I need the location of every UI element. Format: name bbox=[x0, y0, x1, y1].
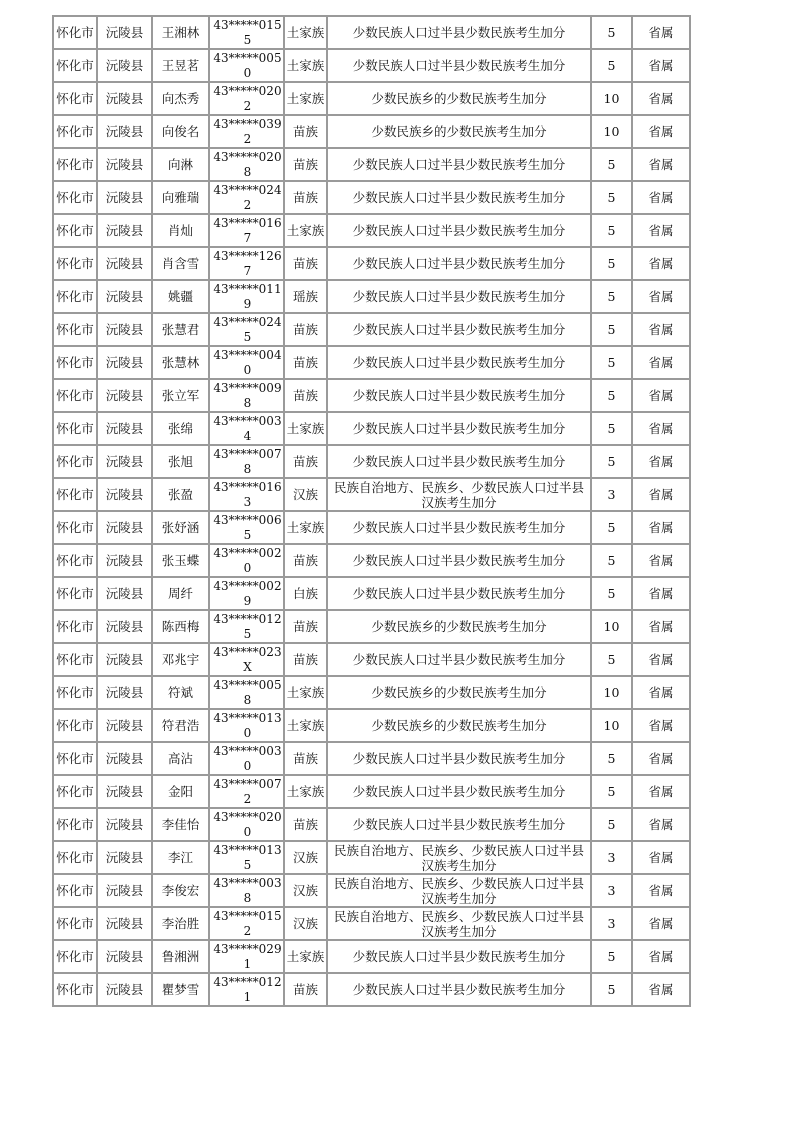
table-row bbox=[53, 643, 690, 676]
id-number-cell: 43*****1267 bbox=[209, 247, 284, 280]
bonus-points-cell: 10 bbox=[591, 610, 632, 643]
bonus-points-cell: 5 bbox=[591, 511, 632, 544]
name-cell: 姚疆 bbox=[152, 280, 209, 313]
county-cell: 沅陵县 bbox=[97, 808, 152, 841]
table-row bbox=[53, 709, 690, 742]
city-cell: 怀化市 bbox=[53, 247, 97, 280]
level-cell: 省属 bbox=[632, 742, 690, 775]
level-cell: 省属 bbox=[632, 148, 690, 181]
county-cell: 沅陵县 bbox=[97, 874, 152, 907]
bonus-policy-cell: 少数民族人口过半县少数民族考生加分 bbox=[327, 346, 591, 379]
level-cell: 省属 bbox=[632, 214, 690, 247]
city-cell: 怀化市 bbox=[53, 676, 97, 709]
id-number-cell: 43*****0029 bbox=[209, 577, 284, 610]
bonus-policy-cell: 少数民族人口过半县少数民族考生加分 bbox=[327, 148, 591, 181]
id-number-cell: 43*****0167 bbox=[209, 214, 284, 247]
level-cell: 省属 bbox=[632, 247, 690, 280]
bonus-points-cell: 5 bbox=[591, 577, 632, 610]
county-cell: 沅陵县 bbox=[97, 346, 152, 379]
ethnicity-cell: 苗族 bbox=[284, 115, 327, 148]
county-cell: 沅陵县 bbox=[97, 280, 152, 313]
name-cell: 陈西梅 bbox=[152, 610, 209, 643]
city-cell: 怀化市 bbox=[53, 610, 97, 643]
ethnicity-cell: 土家族 bbox=[284, 49, 327, 82]
level-cell: 省属 bbox=[632, 16, 690, 49]
table-row bbox=[53, 742, 690, 775]
name-cell: 张立军 bbox=[152, 379, 209, 412]
county-cell: 沅陵县 bbox=[97, 775, 152, 808]
bonus-policy-cell: 少数民族乡的少数民族考生加分 bbox=[327, 115, 591, 148]
city-cell: 怀化市 bbox=[53, 841, 97, 874]
county-cell: 沅陵县 bbox=[97, 511, 152, 544]
bonus-policy-cell: 少数民族人口过半县少数民族考生加分 bbox=[327, 544, 591, 577]
city-cell: 怀化市 bbox=[53, 16, 97, 49]
name-cell: 肖含雪 bbox=[152, 247, 209, 280]
level-cell: 省属 bbox=[632, 841, 690, 874]
table-row bbox=[53, 379, 690, 412]
city-cell: 怀化市 bbox=[53, 82, 97, 115]
table-row bbox=[53, 940, 690, 973]
bonus-policy-cell: 少数民族人口过半县少数民族考生加分 bbox=[327, 511, 591, 544]
city-cell: 怀化市 bbox=[53, 379, 97, 412]
bonus-policy-cell: 少数民族人口过半县少数民族考生加分 bbox=[327, 940, 591, 973]
id-number-cell: 43*****0072 bbox=[209, 775, 284, 808]
table-row bbox=[53, 313, 690, 346]
county-cell: 沅陵县 bbox=[97, 412, 152, 445]
bonus-policy-cell: 少数民族人口过半县少数民族考生加分 bbox=[327, 181, 591, 214]
city-cell: 怀化市 bbox=[53, 940, 97, 973]
id-number-cell: 43*****0200 bbox=[209, 808, 284, 841]
bonus-policy-cell: 少数民族人口过半县少数民族考生加分 bbox=[327, 16, 591, 49]
bonus-points-cell: 5 bbox=[591, 775, 632, 808]
level-cell: 省属 bbox=[632, 643, 690, 676]
id-number-cell: 43*****0058 bbox=[209, 676, 284, 709]
table-row bbox=[53, 49, 690, 82]
ethnicity-cell: 苗族 bbox=[284, 379, 327, 412]
table-row bbox=[53, 181, 690, 214]
id-number-cell: 43*****0245 bbox=[209, 313, 284, 346]
city-cell: 怀化市 bbox=[53, 577, 97, 610]
county-cell: 沅陵县 bbox=[97, 478, 152, 511]
id-number-cell: 43*****0038 bbox=[209, 874, 284, 907]
city-cell: 怀化市 bbox=[53, 643, 97, 676]
ethnicity-cell: 汉族 bbox=[284, 478, 327, 511]
ethnicity-cell: 苗族 bbox=[284, 808, 327, 841]
bonus-points-cell: 5 bbox=[591, 544, 632, 577]
name-cell: 张妤涵 bbox=[152, 511, 209, 544]
name-cell: 周纤 bbox=[152, 577, 209, 610]
bonus-policy-cell: 少数民族人口过半县少数民族考生加分 bbox=[327, 577, 591, 610]
city-cell: 怀化市 bbox=[53, 214, 97, 247]
ethnicity-cell: 土家族 bbox=[284, 16, 327, 49]
bonus-points-cell: 5 bbox=[591, 181, 632, 214]
id-number-cell: 43*****0202 bbox=[209, 82, 284, 115]
city-cell: 怀化市 bbox=[53, 478, 97, 511]
bonus-points-cell: 10 bbox=[591, 115, 632, 148]
bonus-points-cell: 5 bbox=[591, 379, 632, 412]
ethnicity-cell: 苗族 bbox=[284, 346, 327, 379]
bonus-policy-cell: 少数民族乡的少数民族考生加分 bbox=[327, 676, 591, 709]
ethnicity-cell: 土家族 bbox=[284, 412, 327, 445]
bonus-points-cell: 10 bbox=[591, 676, 632, 709]
bonus-points-table bbox=[52, 15, 691, 1007]
id-number-cell: 43*****0119 bbox=[209, 280, 284, 313]
level-cell: 省属 bbox=[632, 709, 690, 742]
name-cell: 符斌 bbox=[152, 676, 209, 709]
county-cell: 沅陵县 bbox=[97, 16, 152, 49]
bonus-points-cell: 5 bbox=[591, 973, 632, 1006]
name-cell: 张旭 bbox=[152, 445, 209, 478]
table-row bbox=[53, 478, 690, 511]
bonus-points-cell: 5 bbox=[591, 643, 632, 676]
county-cell: 沅陵县 bbox=[97, 49, 152, 82]
city-cell: 怀化市 bbox=[53, 280, 97, 313]
bonus-policy-cell: 少数民族人口过半县少数民族考生加分 bbox=[327, 643, 591, 676]
county-cell: 沅陵县 bbox=[97, 610, 152, 643]
table-row bbox=[53, 412, 690, 445]
table-row bbox=[53, 16, 690, 49]
table-row bbox=[53, 841, 690, 874]
level-cell: 省属 bbox=[632, 280, 690, 313]
bonus-points-cell: 5 bbox=[591, 346, 632, 379]
bonus-policy-cell: 民族自治地方、民族乡、少数民族人口过半县汉族考生加分 bbox=[327, 907, 591, 940]
table-row bbox=[53, 82, 690, 115]
id-number-cell: 43*****0121 bbox=[209, 973, 284, 1006]
table-row bbox=[53, 676, 690, 709]
city-cell: 怀化市 bbox=[53, 181, 97, 214]
county-cell: 沅陵县 bbox=[97, 379, 152, 412]
name-cell: 张绵 bbox=[152, 412, 209, 445]
table-row bbox=[53, 148, 690, 181]
ethnicity-cell: 土家族 bbox=[284, 676, 327, 709]
bonus-points-cell: 5 bbox=[591, 148, 632, 181]
id-number-cell: 43*****0152 bbox=[209, 907, 284, 940]
county-cell: 沅陵县 bbox=[97, 841, 152, 874]
id-number-cell: 43*****0098 bbox=[209, 379, 284, 412]
id-number-cell: 43*****0392 bbox=[209, 115, 284, 148]
county-cell: 沅陵县 bbox=[97, 214, 152, 247]
city-cell: 怀化市 bbox=[53, 808, 97, 841]
ethnicity-cell: 苗族 bbox=[284, 313, 327, 346]
bonus-points-cell: 5 bbox=[591, 412, 632, 445]
level-cell: 省属 bbox=[632, 940, 690, 973]
bonus-policy-cell: 少数民族人口过半县少数民族考生加分 bbox=[327, 280, 591, 313]
county-cell: 沅陵县 bbox=[97, 247, 152, 280]
name-cell: 符君浩 bbox=[152, 709, 209, 742]
county-cell: 沅陵县 bbox=[97, 676, 152, 709]
bonus-policy-cell: 少数民族人口过半县少数民族考生加分 bbox=[327, 445, 591, 478]
bonus-points-cell: 10 bbox=[591, 82, 632, 115]
name-cell: 李治胜 bbox=[152, 907, 209, 940]
level-cell: 省属 bbox=[632, 973, 690, 1006]
bonus-policy-cell: 少数民族乡的少数民族考生加分 bbox=[327, 709, 591, 742]
county-cell: 沅陵县 bbox=[97, 709, 152, 742]
bonus-points-cell: 5 bbox=[591, 214, 632, 247]
city-cell: 怀化市 bbox=[53, 511, 97, 544]
city-cell: 怀化市 bbox=[53, 544, 97, 577]
name-cell: 张慧林 bbox=[152, 346, 209, 379]
ethnicity-cell: 苗族 bbox=[284, 742, 327, 775]
bonus-policy-cell: 少数民族人口过半县少数民族考生加分 bbox=[327, 313, 591, 346]
ethnicity-cell: 土家族 bbox=[284, 775, 327, 808]
city-cell: 怀化市 bbox=[53, 346, 97, 379]
ethnicity-cell: 土家族 bbox=[284, 709, 327, 742]
id-number-cell: 43*****0135 bbox=[209, 841, 284, 874]
level-cell: 省属 bbox=[632, 313, 690, 346]
level-cell: 省属 bbox=[632, 445, 690, 478]
table-row bbox=[53, 346, 690, 379]
bonus-policy-cell: 少数民族人口过半县少数民族考生加分 bbox=[327, 247, 591, 280]
name-cell: 金阳 bbox=[152, 775, 209, 808]
table-row bbox=[53, 808, 690, 841]
name-cell: 王昱茗 bbox=[152, 49, 209, 82]
bonus-policy-cell: 少数民族人口过半县少数民族考生加分 bbox=[327, 742, 591, 775]
level-cell: 省属 bbox=[632, 775, 690, 808]
level-cell: 省属 bbox=[632, 181, 690, 214]
level-cell: 省属 bbox=[632, 610, 690, 643]
bonus-points-cell: 3 bbox=[591, 841, 632, 874]
name-cell: 向淋 bbox=[152, 148, 209, 181]
ethnicity-cell: 土家族 bbox=[284, 82, 327, 115]
name-cell: 向雅瑞 bbox=[152, 181, 209, 214]
city-cell: 怀化市 bbox=[53, 148, 97, 181]
name-cell: 李俊宏 bbox=[152, 874, 209, 907]
name-cell: 李江 bbox=[152, 841, 209, 874]
bonus-points-cell: 5 bbox=[591, 280, 632, 313]
county-cell: 沅陵县 bbox=[97, 643, 152, 676]
name-cell: 高沾 bbox=[152, 742, 209, 775]
name-cell: 李佳怡 bbox=[152, 808, 209, 841]
table-row bbox=[53, 511, 690, 544]
county-cell: 沅陵县 bbox=[97, 577, 152, 610]
bonus-points-cell: 3 bbox=[591, 874, 632, 907]
id-number-cell: 43*****0078 bbox=[209, 445, 284, 478]
bonus-policy-cell: 少数民族人口过半县少数民族考生加分 bbox=[327, 973, 591, 1006]
ethnicity-cell: 汉族 bbox=[284, 907, 327, 940]
ethnicity-cell: 苗族 bbox=[284, 148, 327, 181]
table-row bbox=[53, 610, 690, 643]
bonus-policy-cell: 少数民族乡的少数民族考生加分 bbox=[327, 610, 591, 643]
city-cell: 怀化市 bbox=[53, 709, 97, 742]
id-number-cell: 43*****0030 bbox=[209, 742, 284, 775]
city-cell: 怀化市 bbox=[53, 115, 97, 148]
level-cell: 省属 bbox=[632, 115, 690, 148]
table-row bbox=[53, 577, 690, 610]
ethnicity-cell: 苗族 bbox=[284, 973, 327, 1006]
id-number-cell: 43*****0034 bbox=[209, 412, 284, 445]
ethnicity-cell: 瑶族 bbox=[284, 280, 327, 313]
bonus-points-cell: 3 bbox=[591, 478, 632, 511]
ethnicity-cell: 苗族 bbox=[284, 247, 327, 280]
bonus-points-cell: 3 bbox=[591, 907, 632, 940]
id-number-cell: 43*****0125 bbox=[209, 610, 284, 643]
level-cell: 省属 bbox=[632, 49, 690, 82]
ethnicity-cell: 白族 bbox=[284, 577, 327, 610]
id-number-cell: 43*****0155 bbox=[209, 16, 284, 49]
id-number-cell: 43*****0163 bbox=[209, 478, 284, 511]
bonus-points-cell: 5 bbox=[591, 49, 632, 82]
table-row bbox=[53, 280, 690, 313]
name-cell: 向俊名 bbox=[152, 115, 209, 148]
level-cell: 省属 bbox=[632, 874, 690, 907]
level-cell: 省属 bbox=[632, 676, 690, 709]
ethnicity-cell: 土家族 bbox=[284, 940, 327, 973]
name-cell: 瞿梦雪 bbox=[152, 973, 209, 1006]
city-cell: 怀化市 bbox=[53, 49, 97, 82]
level-cell: 省属 bbox=[632, 412, 690, 445]
level-cell: 省属 bbox=[632, 907, 690, 940]
county-cell: 沅陵县 bbox=[97, 940, 152, 973]
bonus-policy-cell: 少数民族人口过半县少数民族考生加分 bbox=[327, 379, 591, 412]
city-cell: 怀化市 bbox=[53, 973, 97, 1006]
ethnicity-cell: 土家族 bbox=[284, 511, 327, 544]
city-cell: 怀化市 bbox=[53, 907, 97, 940]
name-cell: 向杰秀 bbox=[152, 82, 209, 115]
county-cell: 沅陵县 bbox=[97, 115, 152, 148]
name-cell: 张盈 bbox=[152, 478, 209, 511]
county-cell: 沅陵县 bbox=[97, 313, 152, 346]
level-cell: 省属 bbox=[632, 511, 690, 544]
bonus-policy-cell: 民族自治地方、民族乡、少数民族人口过半县汉族考生加分 bbox=[327, 841, 591, 874]
bonus-policy-cell: 少数民族人口过半县少数民族考生加分 bbox=[327, 775, 591, 808]
county-cell: 沅陵县 bbox=[97, 544, 152, 577]
bonus-policy-cell: 少数民族人口过半县少数民族考生加分 bbox=[327, 808, 591, 841]
ethnicity-cell: 苗族 bbox=[284, 643, 327, 676]
name-cell: 王湘林 bbox=[152, 16, 209, 49]
bonus-points-cell: 5 bbox=[591, 808, 632, 841]
table-row bbox=[53, 775, 690, 808]
level-cell: 省属 bbox=[632, 379, 690, 412]
id-number-cell: 43*****0291 bbox=[209, 940, 284, 973]
bonus-policy-cell: 民族自治地方、民族乡、少数民族人口过半县汉族考生加分 bbox=[327, 874, 591, 907]
table-row bbox=[53, 544, 690, 577]
ethnicity-cell: 汉族 bbox=[284, 874, 327, 907]
table-row bbox=[53, 115, 690, 148]
id-number-cell: 43*****0208 bbox=[209, 148, 284, 181]
name-cell: 肖灿 bbox=[152, 214, 209, 247]
id-number-cell: 43*****0050 bbox=[209, 49, 284, 82]
county-cell: 沅陵县 bbox=[97, 82, 152, 115]
level-cell: 省属 bbox=[632, 577, 690, 610]
bonus-points-cell: 5 bbox=[591, 313, 632, 346]
table-row bbox=[53, 445, 690, 478]
county-cell: 沅陵县 bbox=[97, 907, 152, 940]
id-number-cell: 43*****0242 bbox=[209, 181, 284, 214]
bonus-points-cell: 5 bbox=[591, 742, 632, 775]
id-number-cell: 43*****0065 bbox=[209, 511, 284, 544]
id-number-cell: 43*****0130 bbox=[209, 709, 284, 742]
city-cell: 怀化市 bbox=[53, 412, 97, 445]
ethnicity-cell: 苗族 bbox=[284, 181, 327, 214]
name-cell: 鲁湘洲 bbox=[152, 940, 209, 973]
table-row bbox=[53, 247, 690, 280]
bonus-points-cell: 10 bbox=[591, 709, 632, 742]
ethnicity-cell: 汉族 bbox=[284, 841, 327, 874]
table-row bbox=[53, 973, 690, 1006]
name-cell: 邓兆宇 bbox=[152, 643, 209, 676]
ethnicity-cell: 苗族 bbox=[284, 544, 327, 577]
name-cell: 张慧君 bbox=[152, 313, 209, 346]
bonus-points-cell: 5 bbox=[591, 445, 632, 478]
table-row bbox=[53, 214, 690, 247]
level-cell: 省属 bbox=[632, 808, 690, 841]
county-cell: 沅陵县 bbox=[97, 148, 152, 181]
ethnicity-cell: 苗族 bbox=[284, 445, 327, 478]
bonus-policy-cell: 少数民族人口过半县少数民族考生加分 bbox=[327, 49, 591, 82]
bonus-policy-cell: 少数民族人口过半县少数民族考生加分 bbox=[327, 214, 591, 247]
bonus-points-cell: 5 bbox=[591, 16, 632, 49]
city-cell: 怀化市 bbox=[53, 742, 97, 775]
name-cell: 张玉蝶 bbox=[152, 544, 209, 577]
bonus-policy-cell: 少数民族人口过半县少数民族考生加分 bbox=[327, 412, 591, 445]
level-cell: 省属 bbox=[632, 346, 690, 379]
county-cell: 沅陵县 bbox=[97, 742, 152, 775]
table-body bbox=[53, 16, 690, 1006]
id-number-cell: 43*****0040 bbox=[209, 346, 284, 379]
table-row bbox=[53, 907, 690, 940]
id-number-cell: 43*****0020 bbox=[209, 544, 284, 577]
bonus-policy-cell: 少数民族乡的少数民族考生加分 bbox=[327, 82, 591, 115]
city-cell: 怀化市 bbox=[53, 874, 97, 907]
ethnicity-cell: 土家族 bbox=[284, 214, 327, 247]
table-row bbox=[53, 874, 690, 907]
level-cell: 省属 bbox=[632, 82, 690, 115]
bonus-policy-cell: 民族自治地方、民族乡、少数民族人口过半县汉族考生加分 bbox=[327, 478, 591, 511]
ethnicity-cell: 苗族 bbox=[284, 610, 327, 643]
county-cell: 沅陵县 bbox=[97, 181, 152, 214]
county-cell: 沅陵县 bbox=[97, 973, 152, 1006]
level-cell: 省属 bbox=[632, 544, 690, 577]
city-cell: 怀化市 bbox=[53, 313, 97, 346]
county-cell: 沅陵县 bbox=[97, 445, 152, 478]
id-number-cell: 43*****023X bbox=[209, 643, 284, 676]
city-cell: 怀化市 bbox=[53, 775, 97, 808]
level-cell: 省属 bbox=[632, 478, 690, 511]
bonus-points-cell: 5 bbox=[591, 940, 632, 973]
city-cell: 怀化市 bbox=[53, 445, 97, 478]
bonus-points-cell: 5 bbox=[591, 247, 632, 280]
